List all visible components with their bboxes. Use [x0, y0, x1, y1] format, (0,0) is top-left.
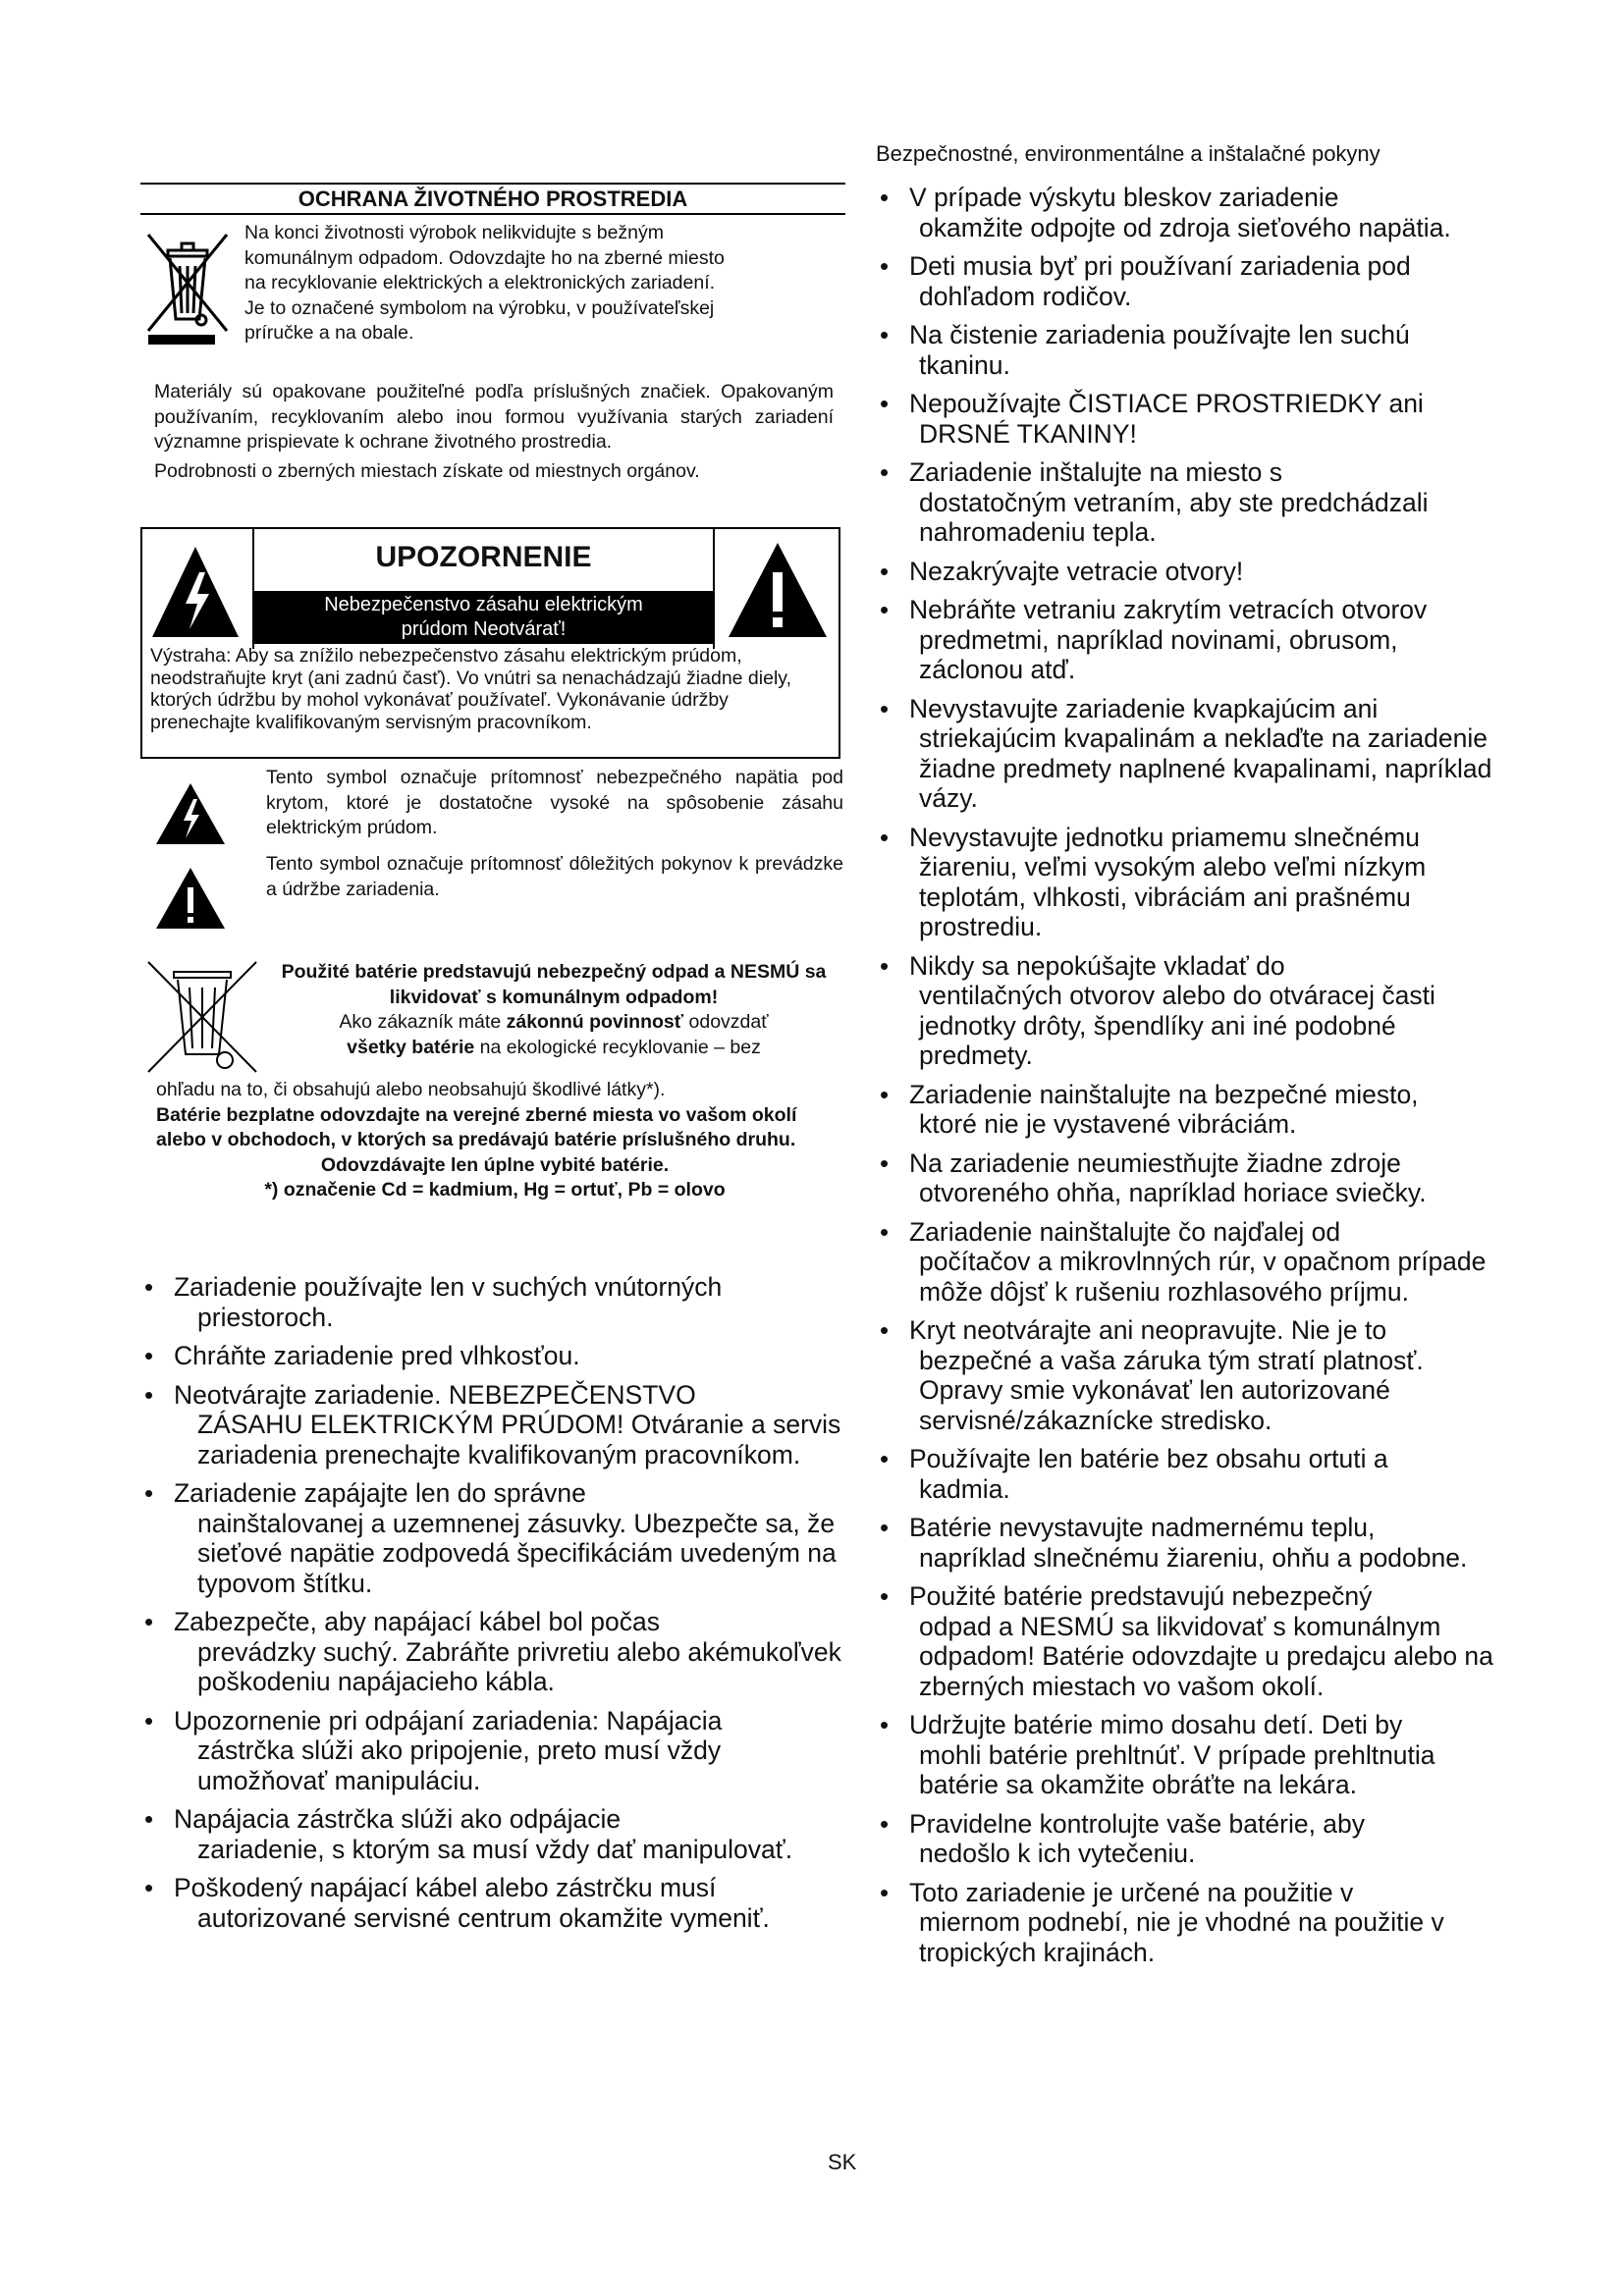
battery-text-bold: zákonnú povinnosť [506, 1011, 684, 1033]
bullet-text: Zariadenie používajte len v suchých vnútorných [174, 1272, 723, 1302]
battery-text-part: Ako zákazník máte [339, 1011, 507, 1033]
bullet-text: Kryt neotvárajte ani neopravujte. Nie je to [909, 1315, 1387, 1345]
bullet-text-continuation: tkaninu. [919, 349, 1010, 380]
bullet-item [876, 1581, 1494, 1701]
bullet-text-continuation: priestoroch. [197, 1302, 334, 1332]
battery-return-bold: Batérie bezplatne odovzdajte na verejné zberné miesta vo vašom okolí alebo v obchodoch, v ktorých sa predávajú batérie príslušného druhu. [156, 1103, 797, 1150]
environment-paragraph: Podrobnosti o zberných miestach získate od miestnych orgánov. [154, 459, 700, 482]
bullet-text-continuation: mohli batérie prehltnúť. V prípade prehltnutia batérie sa okamžite obráťte na lekára. [919, 1739, 1435, 1799]
bullet-item [876, 557, 1494, 587]
bullet-item [876, 1315, 1494, 1435]
bullet-item [140, 1873, 847, 1933]
bullet-text-continuation: otvoreného ohňa, napríklad horiace sviečky. [919, 1178, 1427, 1207]
bullet-item [140, 1341, 847, 1371]
bullet-item [876, 823, 1494, 942]
bullet-text: Zabezpečte, aby napájací kábel bol počas [174, 1607, 660, 1636]
lightning-symbol-text: Tento symbol označuje prítomnosť nebezpečného napätia pod krytom, ktoré je dostatočne vysoké na spôsobenie zásahu elektrickým prúdom. [266, 767, 843, 838]
bullet-text-continuation: ktoré nie je vystavené vibráciám. [919, 1109, 1297, 1139]
bullet-item [140, 1607, 847, 1697]
bullet-text: Napájacia zástrčka slúži ako odpájacie [174, 1804, 622, 1834]
left-bullet-list [140, 1272, 847, 1942]
bullet-text: Chráňte zariadenie pred vlhkosťou. [174, 1341, 580, 1370]
bullet-item [140, 1478, 847, 1598]
right-bullet-list [876, 183, 1494, 1976]
bullet-item [140, 1380, 847, 1470]
weee-bin-icon [144, 229, 231, 347]
battery-obligation-line [276, 1010, 832, 1036]
environment-section [140, 183, 845, 484]
bullet-item [876, 457, 1494, 548]
battery-text-bold: všetky batérie [347, 1036, 475, 1058]
battery-text-line: ohľadu na to, či obsahujú alebo neobsahujú škodlivé látky*). [156, 1079, 666, 1100]
warning-title: UPOZORNENIE [375, 541, 592, 573]
bullet-item [140, 1804, 847, 1864]
warning-text: Výstraha: Aby sa znížilo nebezpečenstvo zásahu elektrickým prúdom, neodstraňujte kryt (ani zadnú časť). Vo vnútri sa nenachádzajú žiadne diely, ktorých údržbu by mohol vykonávať používateľ. Vykonávanie údržby prenechajte kvalifikovaným servisným pracovníkom. [150, 645, 792, 733]
environment-line: príručke a na obale. [244, 322, 414, 344]
lightning-warning-icon [142, 529, 248, 649]
bullet-item [876, 1148, 1494, 1208]
lightning-icon [154, 781, 227, 846]
environment-line: Je to označené symbolom na výrobku, v používateľskej [244, 296, 715, 319]
bullet-text: Toto zariadenie je určené na použitie v [909, 1877, 1354, 1907]
battery-warning-bold: Použité batérie predstavujú nebezpečný odpad a NESMÚ sa likvidovať s komunálnym odpadom! [281, 961, 827, 1008]
bullet-text-continuation: žiareniu, veľmi vysokým alebo veľmi nízkym teplotám, vlhkosti, vibráciám ani prašnému prostrediu. [919, 852, 1427, 941]
bullet-text: Používajte len batérie bez obsahu ortuti a [909, 1444, 1388, 1473]
exclamation-symbol-text: Tento symbol označuje prítomnosť dôležitých pokynov k prevádzke a údržbe zariadenia. [266, 853, 843, 900]
bullet-text: Nepoužívajte ČISTIACE PROSTRIEDKY ani [909, 389, 1424, 418]
bullet-text: Nebráňte vetraniu zakrytím vetracích otvorov [909, 595, 1428, 624]
bullet-text-continuation: ventilačných otvorov alebo do otváracej časti jednotky drôty, špendlíky ani iné podobné predmety. [919, 981, 1435, 1070]
bullet-item [876, 694, 1494, 814]
bullet-text-continuation: striekajúcim kvapalinám a neklaďte na zariadenie žiadne predmety naplnené kvapalinami, napríklad vázy. [919, 723, 1492, 813]
bullet-item [876, 389, 1494, 449]
environment-paragraph: Materiály sú opakovane použiteľné podľa príslušných značiek. Opakovaným používaním, recyklovaním alebo inou formou využívania starých zariadení významne prispievate k ochrane životného prostredia. [154, 381, 834, 453]
bullet-text-continuation: ZÁSAHU ELEKTRICKÝM PRÚDOM! Otváranie a servis zariadenia prenechajte kvalifikovaným pracovníkom. [197, 1410, 841, 1469]
bullet-item [876, 1513, 1494, 1573]
bullet-text: Nezakrývajte vetracie otvory! [909, 556, 1244, 586]
battery-center-note: Odovzdávajte len úplne vybité batérie. [320, 1153, 670, 1176]
bullet-item [876, 951, 1494, 1071]
bullet-text: Zariadenie zapájajte len do správne [174, 1478, 586, 1508]
bullet-item [876, 1710, 1494, 1800]
bullet-text: Zariadenie inštalujte na miesto s [909, 457, 1283, 487]
bullet-text-continuation: bezpečné a vaša záruka tým stratí platnosť. Opravy smie vykonávať len autorizované servisné/zákaznícke stredisko. [919, 1345, 1424, 1435]
bullet-item [876, 1444, 1494, 1504]
bullet-text: Neotvárajte zariadenie. NEBEZPEČENSTVO [174, 1379, 696, 1410]
bullet-text: Zariadenie nainštalujte na bezpečné miesto, [909, 1079, 1419, 1109]
bullet-text-continuation: dostatočným vetraním, aby ste predchádzali nahromadeniu tepla. [919, 487, 1429, 547]
bullet-item [876, 1878, 1494, 1968]
bullet-text-continuation: nainštalovanej a uzemnenej zásuvky. Ubezpečte sa, že sieťové napätie zodpovedá špecifikáciám uvedeným na typovom štítku. [197, 1508, 837, 1598]
bullet-text-continuation: DRSNÉ TKANINY! [919, 418, 1137, 449]
bullet-text-continuation: napríklad slnečnému žiareniu, ohňu a podobne. [919, 1542, 1468, 1573]
bullet-text: Nikdy sa nepokúšajte vkladať do [909, 950, 1285, 981]
bullet-text-continuation: okamžite odpojte od zdroja sieťového napätia. [919, 212, 1451, 242]
bullet-text: Deti musia byť pri používaní zariadenia pod [909, 251, 1411, 281]
page-header: Bezpečnostné, environmentálne a inštalačné pokyny [876, 141, 1380, 166]
bullet-text-continuation: kadmia. [919, 1473, 1010, 1504]
bullet-text-continuation: predmetmi, napríklad novinami, obrusom, záclonou atď. [919, 624, 1398, 684]
bullet-item [140, 1272, 847, 1332]
bullet-text: Pravidelne kontrolujte vaše batérie, aby [909, 1808, 1366, 1839]
exclamation-warning-icon [717, 529, 839, 649]
bullet-item [876, 183, 1494, 242]
page-language-label: SK [828, 2150, 857, 2174]
warning-banner-line: prúdom Neotvárať! [401, 618, 567, 640]
bullet-text-continuation: prevádzky suchý. Zabráňte privretiu alebo akémukoľvek poškodeniu napájacieho kábla. [197, 1636, 841, 1696]
battery-abbrev-note: *) označenie Cd = kadmium, Hg = ortuť, Pb = olovo [264, 1179, 726, 1201]
bullet-text-continuation: počítačov a mikrovlnných rúr, v opačnom prípade môže dôjsť k rušeniu rozhlasového príjmu. [919, 1247, 1487, 1307]
warning-banner-line: Nebezpečenstvo zásahu elektrickým [324, 594, 643, 615]
environment-title: OCHRANA ŽIVOTNÉHO PROSTREDIA [140, 183, 845, 215]
environment-line: na recyklovanie elektrických a elektronických zariadení. [244, 272, 716, 294]
battery-text-part: na ekologické recyklovanie – bez [474, 1036, 761, 1058]
bullet-item [876, 1080, 1494, 1140]
bullet-text: Na čistenie zariadenia používajte len suchú [909, 320, 1410, 349]
environment-line: Na konci životnosti výrobok nelikvidujte s bežným [244, 222, 665, 243]
bullet-item [876, 1217, 1494, 1308]
warning-banner [254, 591, 713, 644]
bullet-text: Použité batérie predstavujú nebezpečný [909, 1581, 1373, 1611]
battery-text-part: odovzdať [683, 1011, 769, 1033]
bullet-text-continuation: dohľadom rodičov. [919, 281, 1132, 311]
battery-bin-icon [140, 958, 268, 1078]
bullet-text: Upozornenie pri odpájaní zariadenia: Napájacia [174, 1705, 723, 1735]
bullet-text: V prípade výskytu bleskov zariadenie [909, 183, 1339, 212]
bullet-text-continuation: autorizované servisné centrum okamžite vymeniť. [197, 1902, 770, 1933]
bullet-text-continuation: odpad a NESMÚ sa likvidovať s komunálnym odpadom! Batérie odovzdajte u predajcu alebo na zberných miestach vo vašom okolí. [919, 1611, 1493, 1701]
bullet-text: Poškodený napájací kábel alebo zástrčku musí [174, 1873, 717, 1902]
bullet-item [140, 1706, 847, 1796]
exclamation-icon [154, 866, 227, 931]
bullet-item [876, 595, 1494, 685]
bullet-text: Batérie nevystavujte nadmernému teplu, [909, 1513, 1376, 1542]
bullet-text: Na zariadenie neumiestňujte žiadne zdroje [909, 1148, 1401, 1178]
bullet-text: Nevystavujte zariadenie kvapkajúcim ani [909, 693, 1379, 723]
environment-line: komunálnym odpadom. Odovzdajte ho na zberné miesto [244, 246, 725, 269]
bullet-text: Zariadenie nainštalujte čo najďalej od [909, 1216, 1341, 1247]
bullet-text: Nevystavujte jednotku priamemu slnečnému [909, 822, 1420, 852]
bullet-text-continuation: zástrčka slúži ako pripojenie, preto musí vždy umožňovať manipuláciu. [197, 1735, 722, 1795]
battery-obligation-line [276, 1036, 832, 1061]
bullet-text: Udržujte batérie mimo dosahu detí. Deti by [909, 1710, 1403, 1739]
bullet-item [876, 1809, 1494, 1869]
bullet-text-continuation: zariadenie, s ktorým sa musí vždy dať manipulovať. [197, 1834, 793, 1864]
bullet-text-continuation: miernom podnebí, nie je vhodné na použitie v tropických krajinách. [919, 1907, 1444, 1967]
warning-box [140, 527, 840, 759]
bullet-item [876, 251, 1494, 311]
bullet-item [876, 320, 1494, 380]
bullet-text-continuation: nedošlo k ich vytečeniu. [919, 1839, 1196, 1868]
